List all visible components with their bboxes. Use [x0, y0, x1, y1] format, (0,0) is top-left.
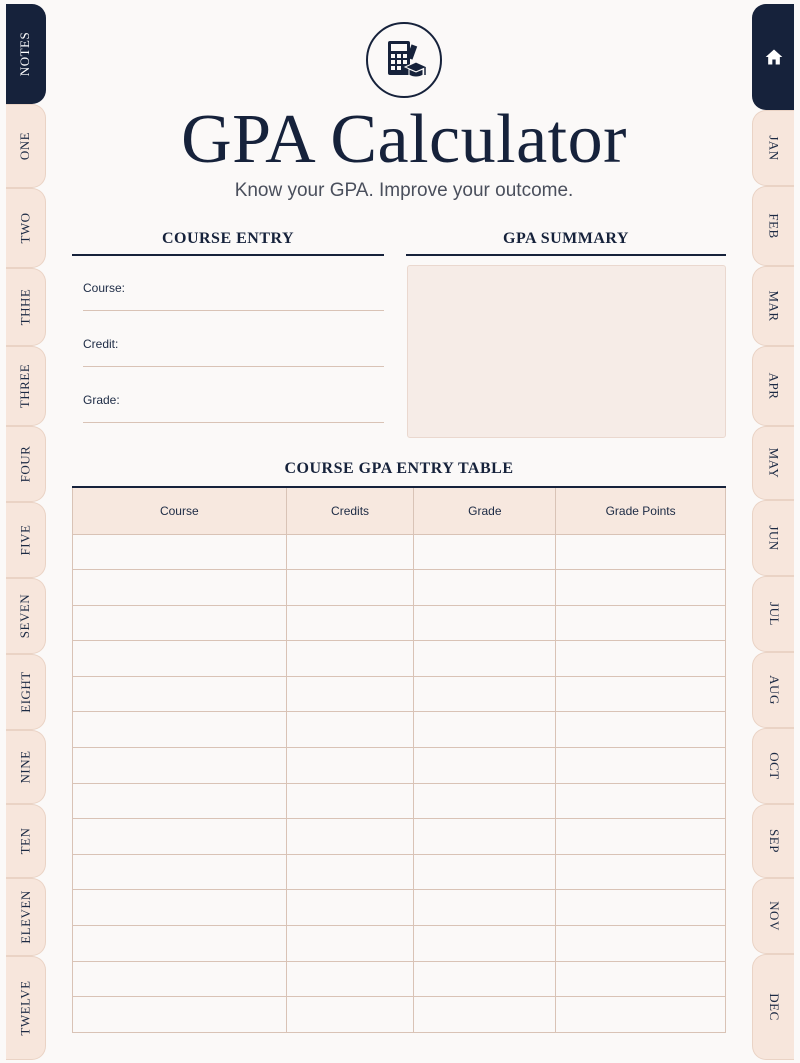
table-row [73, 676, 726, 712]
table-row [73, 570, 726, 606]
course-cell[interactable] [73, 605, 287, 641]
gpa-summary-heading: GPA SUMMARY [406, 230, 726, 256]
credit-input[interactable] [124, 337, 384, 357]
tab-mar[interactable] [752, 266, 794, 346]
tab-label: NINE [17, 750, 33, 784]
grade-points-cell[interactable] [556, 961, 726, 997]
tab-dec[interactable] [752, 954, 794, 1060]
table-row [73, 534, 726, 570]
credits-cell[interactable] [286, 712, 414, 748]
credits-cell[interactable] [286, 605, 414, 641]
table-row [73, 605, 726, 641]
course-cell[interactable] [73, 819, 287, 855]
column-header-grade: Grade [414, 487, 556, 534]
page-subtitle: Know your GPA. Improve your outcome. [234, 180, 574, 201]
table-heading: COURSE GPA ENTRY TABLE [284, 460, 514, 477]
tab-four[interactable] [6, 426, 46, 502]
grade-points-cell[interactable] [556, 605, 726, 641]
table-row [73, 783, 726, 819]
course-cell[interactable] [73, 926, 287, 962]
grade-cell[interactable] [414, 890, 556, 926]
tab-eleven[interactable] [6, 878, 46, 956]
credits-cell[interactable] [286, 854, 414, 890]
table-row [73, 712, 726, 748]
calculator-graduation-cap-icon [366, 22, 442, 98]
grade-cell[interactable] [414, 854, 556, 890]
grade-points-cell[interactable] [556, 819, 726, 855]
page-title: GPA Calculator [181, 101, 627, 178]
tab-label: NOV [766, 901, 782, 931]
tab-feb[interactable] [752, 186, 794, 266]
tab-label: AUG [766, 675, 782, 705]
credits-cell[interactable] [286, 641, 414, 677]
tab-nov[interactable] [752, 878, 794, 954]
tab-label: NOTES [17, 31, 33, 77]
grade-cell[interactable] [414, 712, 556, 748]
table-row [73, 748, 726, 784]
table-row [73, 641, 726, 677]
grade-cell[interactable] [414, 641, 556, 677]
grade-points-cell[interactable] [556, 854, 726, 890]
course-cell[interactable] [73, 641, 287, 677]
tab-oct[interactable] [752, 728, 794, 804]
tab-seven[interactable] [6, 578, 46, 654]
course-input[interactable] [131, 281, 384, 301]
grade-cell[interactable] [414, 997, 556, 1033]
grade-points-cell[interactable] [556, 890, 726, 926]
tab-label: SEVEN [17, 593, 33, 639]
tab-label: DEC [766, 993, 782, 1021]
credit-field[interactable] [83, 337, 384, 367]
tab-eight[interactable] [6, 654, 46, 730]
grade-cell[interactable] [414, 605, 556, 641]
home-icon [764, 47, 784, 67]
tab-may[interactable] [752, 426, 794, 500]
course-cell[interactable] [73, 676, 287, 712]
course-field[interactable] [83, 281, 384, 311]
gpa-summary-box [407, 265, 726, 438]
column-header-course: Course [73, 487, 287, 534]
tab-label: ONE [17, 131, 33, 161]
credit-label: Credit: [83, 337, 119, 351]
credits-cell[interactable] [286, 819, 414, 855]
tab-label: THREE [17, 363, 33, 409]
tab-jun[interactable] [752, 500, 794, 576]
course-cell[interactable] [73, 748, 287, 784]
course-entry-heading: COURSE ENTRY [72, 230, 384, 256]
course-cell[interactable] [73, 570, 287, 606]
grade-points-cell[interactable] [556, 783, 726, 819]
grade-cell[interactable] [414, 819, 556, 855]
tab-label: EIGHT [17, 671, 33, 713]
course-cell[interactable] [73, 961, 287, 997]
credits-cell[interactable] [286, 926, 414, 962]
tab-label: FOUR [17, 445, 33, 483]
grade-cell[interactable] [414, 748, 556, 784]
course-cell[interactable] [73, 854, 287, 890]
tab-label: FEB [766, 213, 782, 239]
left-tab-strip [0, 0, 48, 1063]
grade-points-cell[interactable] [556, 534, 726, 570]
tab-label: JAN [766, 135, 782, 161]
grade-points-cell[interactable] [556, 570, 726, 606]
course-cell[interactable] [73, 712, 287, 748]
tab-label: THHE [17, 288, 33, 326]
grade-points-cell[interactable] [556, 676, 726, 712]
table-row [73, 997, 726, 1033]
tab-label: TEN [17, 827, 33, 855]
table-row [73, 961, 726, 997]
grade-cell[interactable] [414, 570, 556, 606]
credits-cell[interactable] [286, 890, 414, 926]
credits-cell[interactable] [286, 570, 414, 606]
tab-apr[interactable] [752, 346, 794, 426]
credits-cell[interactable] [286, 783, 414, 819]
grade-label: Grade: [83, 393, 120, 407]
tab-label: MAR [766, 290, 782, 322]
column-header-credits: Credits [286, 487, 414, 534]
course-cell[interactable] [73, 783, 287, 819]
tab-jul[interactable] [752, 576, 794, 652]
course-cell[interactable] [73, 890, 287, 926]
grade-cell[interactable] [414, 961, 556, 997]
course-cell[interactable] [73, 997, 287, 1033]
grade-points-cell[interactable] [556, 997, 726, 1033]
grade-points-cell[interactable] [556, 926, 726, 962]
tab-two[interactable] [6, 188, 46, 268]
grade-points-cell[interactable] [556, 641, 726, 677]
table-row [73, 926, 726, 962]
tab-label: OCT [766, 752, 782, 780]
credits-cell[interactable] [286, 997, 414, 1033]
tab-sep[interactable] [752, 804, 794, 878]
tab-twelve[interactable] [6, 956, 46, 1060]
tab-label: JUL [766, 602, 782, 626]
tab-label: MAY [766, 447, 782, 479]
tab-three[interactable] [6, 346, 46, 426]
right-tab-strip [752, 0, 800, 1063]
tab-label: APR [766, 372, 782, 400]
tab-one[interactable] [6, 104, 46, 188]
tab-notes[interactable] [6, 4, 46, 104]
tab-label: JUN [766, 525, 782, 551]
tab-home[interactable] [752, 4, 794, 110]
tab-label: FIVE [17, 524, 33, 556]
credits-cell[interactable] [286, 534, 414, 570]
credits-cell[interactable] [286, 748, 414, 784]
tab-aug[interactable] [752, 652, 794, 728]
table-row [73, 819, 726, 855]
grade-input[interactable] [126, 393, 384, 413]
tab-label: TWELVE [17, 980, 33, 1036]
tab-label: SEP [766, 829, 782, 853]
calculator-icon [379, 35, 429, 85]
table-row [73, 890, 726, 926]
tab-nine[interactable] [6, 730, 46, 804]
table-body [73, 534, 726, 1032]
course-cell[interactable] [73, 534, 287, 570]
table-row [73, 854, 726, 890]
grade-cell[interactable] [414, 534, 556, 570]
tab-label: ELEVEN [17, 890, 33, 944]
tab-five[interactable] [6, 502, 46, 578]
tab-label: TWO [17, 212, 33, 244]
grade-cell[interactable] [414, 676, 556, 712]
tab-thhe[interactable] [6, 268, 46, 346]
course-gpa-table [72, 486, 726, 1033]
table-header-row [73, 487, 726, 534]
credits-cell[interactable] [286, 676, 414, 712]
tab-jan[interactable] [752, 110, 794, 186]
grade-cell[interactable] [414, 926, 556, 962]
grade-points-cell[interactable] [556, 748, 726, 784]
column-header-grade-points: Grade Points [556, 487, 726, 534]
grade-points-cell[interactable] [556, 712, 726, 748]
course-label: Course: [83, 281, 126, 295]
grade-field[interactable] [83, 393, 384, 423]
grade-cell[interactable] [414, 783, 556, 819]
tab-ten[interactable] [6, 804, 46, 878]
credits-cell[interactable] [286, 961, 414, 997]
